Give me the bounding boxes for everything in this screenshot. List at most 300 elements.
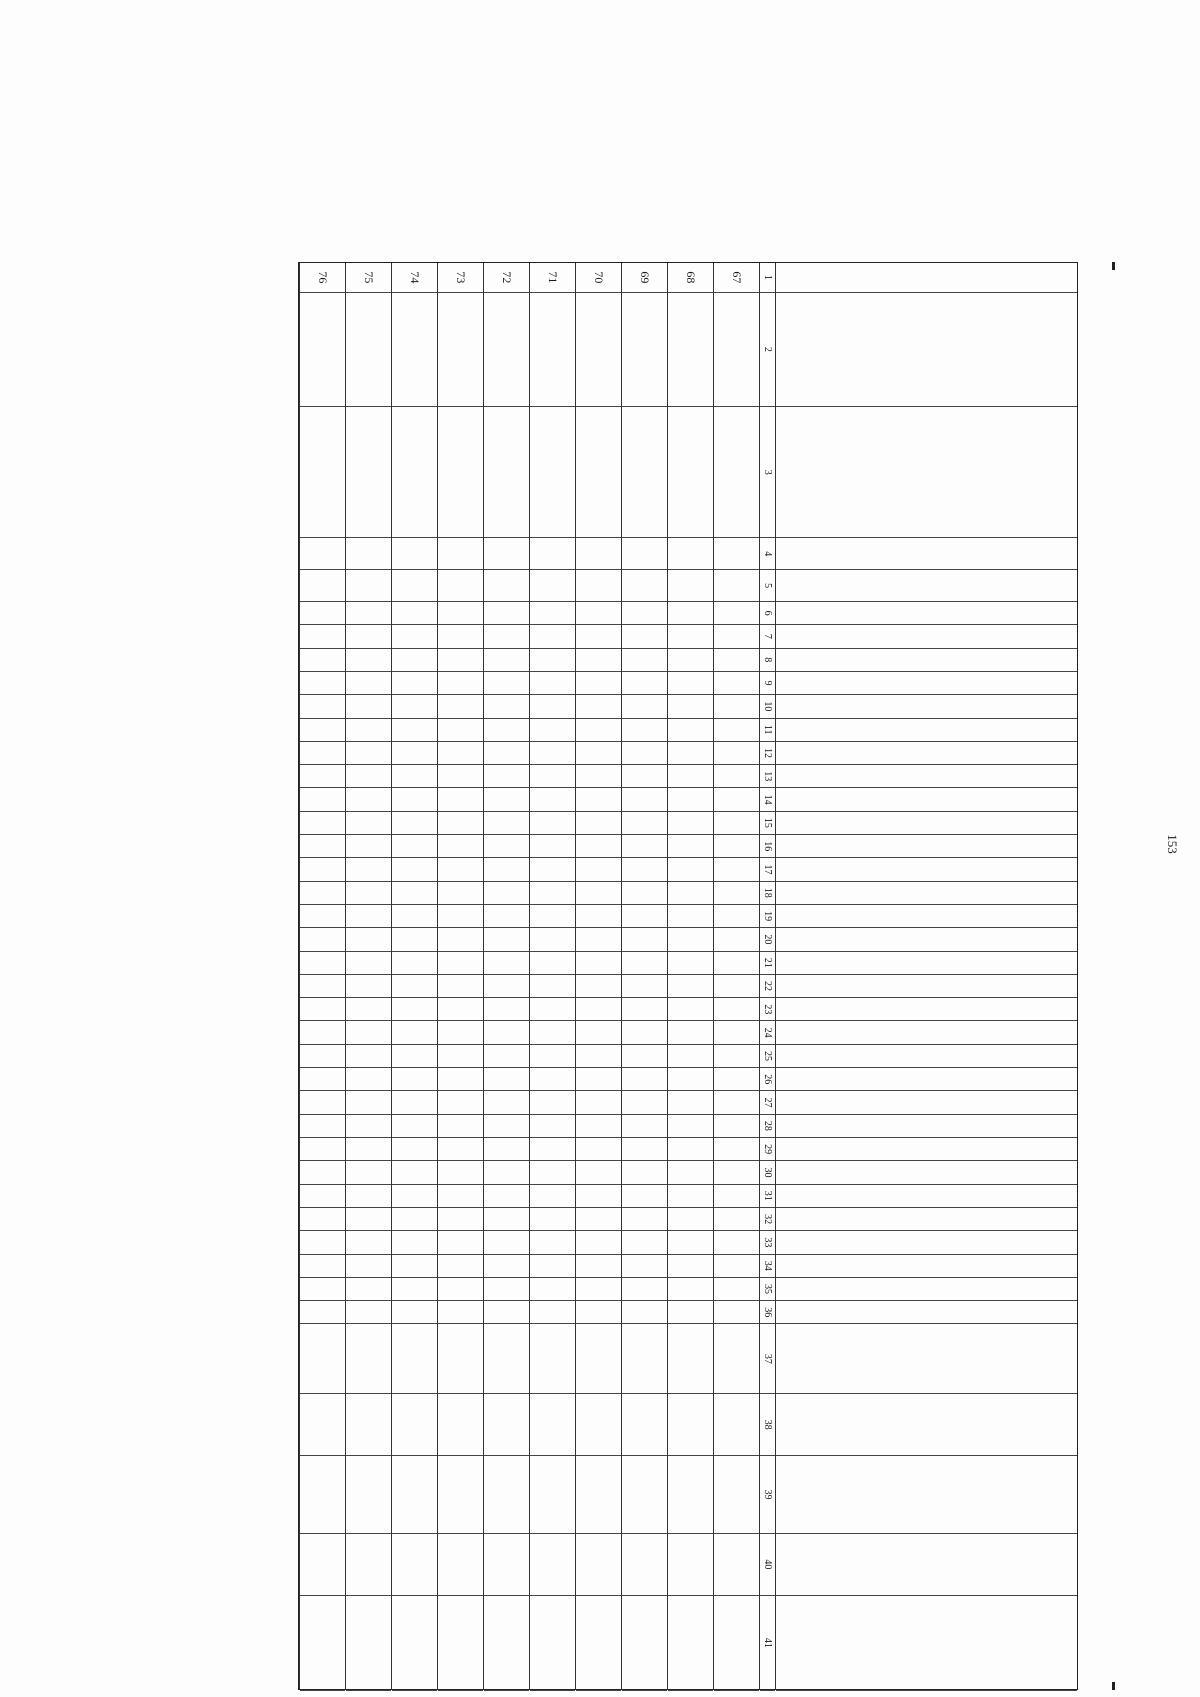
table-cell	[484, 788, 529, 811]
table-cell	[714, 788, 759, 811]
table-cell	[392, 538, 437, 570]
table-cell	[530, 975, 575, 998]
table-cell	[346, 882, 391, 905]
table-cell	[576, 1091, 621, 1114]
table-cell	[622, 293, 667, 407]
table-cell	[622, 835, 667, 858]
table-cell	[576, 765, 621, 788]
table-cell	[346, 293, 391, 407]
table-cell	[392, 928, 437, 951]
table-cell	[576, 695, 621, 718]
table-cell	[346, 1231, 391, 1254]
table-cell	[668, 293, 713, 407]
table-cell	[530, 602, 575, 625]
table-cell	[714, 649, 759, 672]
table-cell	[668, 1301, 713, 1324]
rotated-table	[298, 262, 1078, 1690]
table-cell	[392, 1021, 437, 1044]
table-cell	[346, 812, 391, 835]
table-cell	[530, 905, 575, 928]
column-number: 18	[760, 882, 775, 905]
table-cell	[622, 905, 667, 928]
table-row	[299, 263, 345, 1689]
table-cell	[622, 719, 667, 742]
table-cell	[622, 649, 667, 672]
column-number: 38	[760, 1394, 775, 1455]
table-cell	[392, 1394, 437, 1455]
table-row	[667, 263, 713, 1689]
table-cell	[668, 1161, 713, 1184]
table-cell	[668, 788, 713, 811]
table-cell	[484, 1324, 529, 1394]
table-cell	[622, 812, 667, 835]
table-cell	[484, 1091, 529, 1114]
table-cell	[300, 858, 345, 881]
header-cell	[776, 1091, 1077, 1114]
column-number: 29	[760, 1138, 775, 1161]
table-cell	[576, 602, 621, 625]
table-cell	[714, 998, 759, 1021]
table-cell	[346, 998, 391, 1021]
header-cell	[776, 1138, 1077, 1161]
table-cell	[622, 1278, 667, 1301]
table-cell	[484, 1456, 529, 1534]
table-cell	[576, 1534, 621, 1595]
table-cell	[346, 570, 391, 602]
table-cell	[714, 1301, 759, 1324]
header-cell	[776, 1255, 1077, 1278]
table-cell	[484, 1278, 529, 1301]
table-cell	[530, 858, 575, 881]
table-grid	[298, 262, 1078, 1690]
table-cell	[438, 882, 483, 905]
table-cell	[714, 905, 759, 928]
table-cell	[346, 1208, 391, 1231]
table-cell	[346, 602, 391, 625]
table-cell	[484, 998, 529, 1021]
table-cell	[714, 1115, 759, 1138]
table-cell	[438, 649, 483, 672]
table-cell	[392, 1091, 437, 1114]
row-number: 76	[300, 263, 345, 293]
table-cell	[668, 882, 713, 905]
table-cell	[576, 788, 621, 811]
table-cell	[484, 765, 529, 788]
header-cell	[776, 570, 1077, 602]
table-cell	[484, 1394, 529, 1455]
header-cell	[776, 788, 1077, 811]
header-cell	[776, 1301, 1077, 1324]
table-cell	[622, 1596, 667, 1691]
table-cell	[438, 602, 483, 625]
header-cell	[776, 1596, 1077, 1691]
table-cell	[714, 742, 759, 765]
table-cell	[484, 695, 529, 718]
table-cell	[668, 1091, 713, 1114]
header-cell	[776, 538, 1077, 570]
table-cell	[392, 649, 437, 672]
table-cell	[300, 719, 345, 742]
table-cell	[484, 1021, 529, 1044]
table-cell	[392, 1456, 437, 1534]
column-number: 15	[760, 812, 775, 835]
column-number: 16	[760, 835, 775, 858]
table-cell	[438, 1596, 483, 1691]
table-cell	[484, 1596, 529, 1691]
table-cell	[714, 672, 759, 695]
table-cell	[484, 928, 529, 951]
row-number: 70	[576, 263, 621, 293]
table-cell	[714, 538, 759, 570]
table-cell	[530, 742, 575, 765]
table-cell	[300, 742, 345, 765]
table-cell	[530, 293, 575, 407]
row-number: 67	[714, 263, 759, 293]
table-cell	[484, 952, 529, 975]
table-cell	[300, 882, 345, 905]
table-cell	[668, 695, 713, 718]
column-number: 23	[760, 998, 775, 1021]
table-cell	[576, 293, 621, 407]
table-cell	[668, 952, 713, 975]
table-cell	[300, 788, 345, 811]
column-number: 30	[760, 1161, 775, 1184]
table-cell	[622, 1255, 667, 1278]
table-cell	[714, 293, 759, 407]
table-cell	[530, 672, 575, 695]
table-cell	[622, 625, 667, 648]
table-cell	[438, 1456, 483, 1534]
table-cell	[438, 1138, 483, 1161]
header-cell	[776, 1278, 1077, 1301]
table-cell	[346, 1255, 391, 1278]
table-cell	[576, 1021, 621, 1044]
table-cell	[622, 788, 667, 811]
table-cell	[622, 998, 667, 1021]
table-cell	[438, 1161, 483, 1184]
table-cell	[668, 719, 713, 742]
table-cell	[484, 975, 529, 998]
column-number: 19	[760, 905, 775, 928]
table-cell	[668, 1185, 713, 1208]
column-number: 41	[760, 1596, 775, 1691]
table-row	[575, 263, 621, 1689]
table-cell	[484, 858, 529, 881]
column-number: 9	[760, 672, 775, 695]
table-cell	[668, 1596, 713, 1691]
header-cell	[776, 719, 1077, 742]
table-cell	[714, 1456, 759, 1534]
table-cell	[530, 1394, 575, 1455]
table-cell	[438, 1208, 483, 1231]
table-cell	[530, 407, 575, 538]
table-cell	[530, 625, 575, 648]
table-cell	[622, 1301, 667, 1324]
header-cell	[776, 1161, 1077, 1184]
table-cell	[300, 1161, 345, 1184]
table-cell	[530, 1161, 575, 1184]
table-cell	[668, 1394, 713, 1455]
header-cell	[776, 975, 1077, 998]
header-cell	[776, 293, 1077, 407]
table-cell	[300, 1324, 345, 1394]
table-cell	[300, 1596, 345, 1691]
header-cell	[776, 905, 1077, 928]
column-number: 24	[760, 1021, 775, 1044]
table-cell	[668, 1045, 713, 1068]
table-cell	[668, 1115, 713, 1138]
table-cell	[714, 695, 759, 718]
table-cell	[300, 1068, 345, 1091]
column-number: 31	[760, 1185, 775, 1208]
table-cell	[622, 765, 667, 788]
table-cell	[438, 998, 483, 1021]
column-number: 21	[760, 952, 775, 975]
table-cell	[300, 1278, 345, 1301]
table-cell	[668, 1208, 713, 1231]
table-cell	[714, 928, 759, 951]
table-cell	[392, 1115, 437, 1138]
table-cell	[576, 1394, 621, 1455]
table-cell	[346, 1045, 391, 1068]
table-cell	[346, 1091, 391, 1114]
table-cell	[668, 858, 713, 881]
table-row	[391, 263, 437, 1689]
table-cell	[530, 1091, 575, 1114]
table-cell	[622, 858, 667, 881]
table-cell	[300, 998, 345, 1021]
table-cell	[300, 1185, 345, 1208]
header-cell	[776, 672, 1077, 695]
table-cell	[438, 742, 483, 765]
table-cell	[346, 975, 391, 998]
table-cell	[576, 812, 621, 835]
table-cell	[530, 1596, 575, 1691]
table-cell	[714, 1021, 759, 1044]
header-cell	[776, 1068, 1077, 1091]
table-cell	[300, 1301, 345, 1324]
table-cell	[300, 1021, 345, 1044]
table-cell	[714, 1208, 759, 1231]
table-cell	[576, 1278, 621, 1301]
table-cell	[714, 625, 759, 648]
table-cell	[714, 602, 759, 625]
table-cell	[300, 625, 345, 648]
table-cell	[576, 1456, 621, 1534]
table-cell	[300, 293, 345, 407]
table-cell	[530, 1045, 575, 1068]
table-cell	[346, 742, 391, 765]
table-cell	[622, 1138, 667, 1161]
table-cell	[392, 835, 437, 858]
table-cell	[392, 812, 437, 835]
table-cell	[622, 742, 667, 765]
table-cell	[714, 1091, 759, 1114]
column-number: 34	[760, 1255, 775, 1278]
table-cell	[484, 1301, 529, 1324]
table-cell	[530, 1278, 575, 1301]
table-cell	[530, 882, 575, 905]
table-cell	[530, 1324, 575, 1394]
table-cell	[438, 952, 483, 975]
column-number: 39	[760, 1456, 775, 1534]
table-cell	[346, 1115, 391, 1138]
column-number: 8	[760, 649, 775, 672]
header-cell	[776, 812, 1077, 835]
table-cell	[576, 1324, 621, 1394]
table-cell	[438, 625, 483, 648]
table-cell	[530, 649, 575, 672]
table-cell	[714, 570, 759, 602]
table-cell	[300, 1255, 345, 1278]
table-cell	[714, 812, 759, 835]
table-cell	[484, 1138, 529, 1161]
table-cell	[484, 1115, 529, 1138]
header-cell	[776, 1231, 1077, 1254]
table-cell	[622, 407, 667, 538]
table-cell	[530, 1301, 575, 1324]
table-cell	[576, 1255, 621, 1278]
table-cell	[438, 1185, 483, 1208]
table-cell	[300, 905, 345, 928]
table-cell	[392, 1255, 437, 1278]
column-number: 1	[760, 263, 775, 293]
header-cell	[776, 1045, 1077, 1068]
table-cell	[392, 695, 437, 718]
table-cell	[714, 1255, 759, 1278]
table-cell	[484, 835, 529, 858]
header-cell	[776, 1115, 1077, 1138]
column-number: 37	[760, 1324, 775, 1394]
table-cell	[484, 719, 529, 742]
table-cell	[392, 407, 437, 538]
column-number: 35	[760, 1278, 775, 1301]
table-cell	[668, 928, 713, 951]
table-cell	[438, 407, 483, 538]
table-cell	[668, 905, 713, 928]
table-cell	[392, 952, 437, 975]
table-cell	[576, 975, 621, 998]
table-cell	[300, 672, 345, 695]
table-cell	[668, 1324, 713, 1394]
table-cell	[392, 858, 437, 881]
table-cell	[346, 695, 391, 718]
table-cell	[300, 928, 345, 951]
table-cell	[438, 1534, 483, 1595]
table-row	[345, 263, 391, 1689]
table-cell	[484, 407, 529, 538]
table-cell	[300, 812, 345, 835]
table-cell	[392, 1534, 437, 1595]
table-cell	[346, 1138, 391, 1161]
column-number: 33	[760, 1231, 775, 1254]
table-cell	[576, 858, 621, 881]
header-cell	[776, 1534, 1077, 1595]
table-cell	[668, 1231, 713, 1254]
table-cell	[668, 975, 713, 998]
table-cell	[576, 952, 621, 975]
column-number-row	[759, 263, 775, 1689]
table-cell	[530, 835, 575, 858]
table-cell	[346, 1068, 391, 1091]
table-cell	[438, 672, 483, 695]
table-row	[483, 263, 529, 1689]
row-number: 71	[530, 263, 575, 293]
row-number: 74	[392, 263, 437, 293]
column-number: 14	[760, 788, 775, 811]
table-cell	[530, 1185, 575, 1208]
table-cell	[392, 570, 437, 602]
table-cell	[530, 1231, 575, 1254]
column-number: 10	[760, 695, 775, 718]
row-number: 69	[622, 263, 667, 293]
table-cell	[346, 1394, 391, 1455]
table-cell	[714, 1068, 759, 1091]
table-cell	[714, 765, 759, 788]
table-cell	[622, 928, 667, 951]
table-cell	[668, 672, 713, 695]
header-cell	[776, 625, 1077, 648]
table-cell	[576, 1301, 621, 1324]
table-cell	[714, 1324, 759, 1394]
table-cell	[714, 835, 759, 858]
table-cell	[438, 1255, 483, 1278]
table-cell	[346, 858, 391, 881]
table-cell	[714, 882, 759, 905]
table-cell	[530, 719, 575, 742]
table-cell	[392, 1208, 437, 1231]
column-number: 2	[760, 293, 775, 407]
column-number: 5	[760, 570, 775, 602]
header-cell	[776, 1456, 1077, 1534]
table-cell	[622, 1231, 667, 1254]
table-cell	[484, 672, 529, 695]
table-cell	[714, 1596, 759, 1691]
table-cell	[300, 1231, 345, 1254]
column-number: 20	[760, 928, 775, 951]
table-cell	[576, 1596, 621, 1691]
table-cell	[576, 835, 621, 858]
column-number: 22	[760, 975, 775, 998]
table-cell	[438, 1045, 483, 1068]
table-cell	[668, 625, 713, 648]
table-cell	[576, 1068, 621, 1091]
table-cell	[346, 649, 391, 672]
table-cell	[484, 1534, 529, 1595]
table-cell	[668, 812, 713, 835]
table-cell	[392, 765, 437, 788]
table-cell	[484, 1068, 529, 1091]
table-cell	[530, 1534, 575, 1595]
header-cell	[776, 602, 1077, 625]
table-cell	[530, 1208, 575, 1231]
scan-mark	[1112, 1682, 1115, 1690]
column-number: 25	[760, 1045, 775, 1068]
table-cell	[530, 1021, 575, 1044]
table-cell	[622, 882, 667, 905]
table-cell	[576, 672, 621, 695]
table-cell	[392, 1138, 437, 1161]
table-cell	[576, 719, 621, 742]
table-cell	[484, 1255, 529, 1278]
table-cell	[300, 1115, 345, 1138]
header-cell	[776, 998, 1077, 1021]
table-cell	[484, 905, 529, 928]
table-cell	[622, 602, 667, 625]
table-cell	[622, 952, 667, 975]
table-cell	[300, 835, 345, 858]
table-cell	[622, 695, 667, 718]
